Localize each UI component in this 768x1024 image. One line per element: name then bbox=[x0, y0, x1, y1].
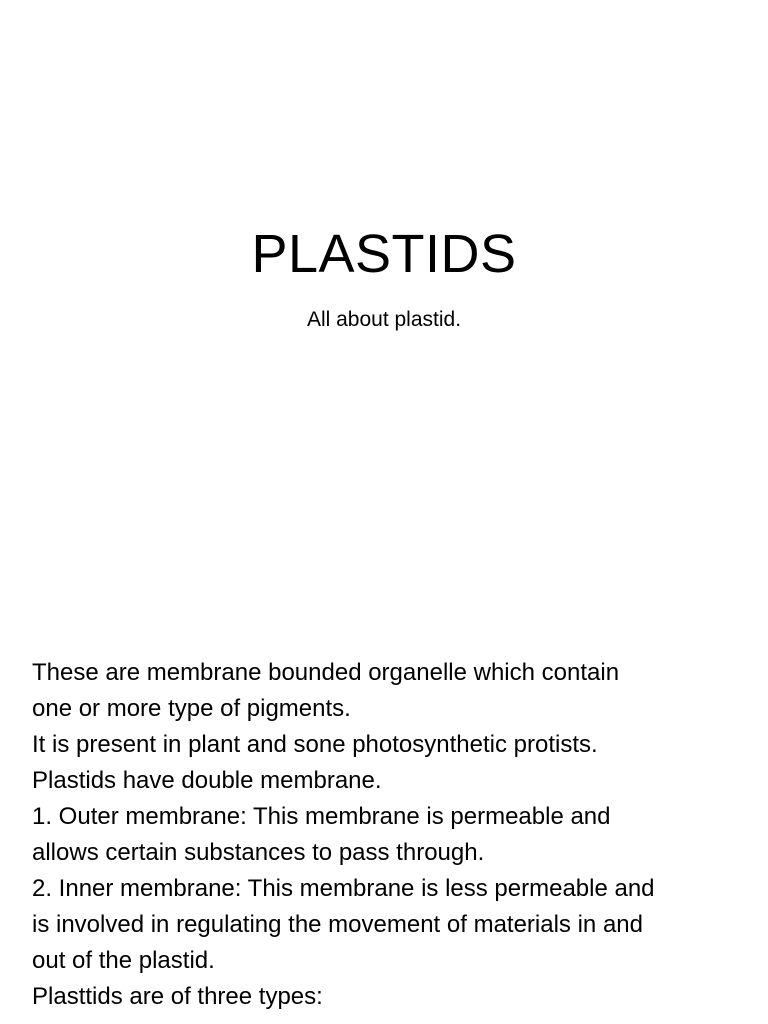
body-line: Plasttids are of three types: bbox=[32, 983, 323, 1010]
body-line: It is present in plant and sone photosynthetic protists. bbox=[32, 731, 598, 758]
body-line: is involved in regulating the movement of materials in and bbox=[32, 911, 643, 938]
body-line: allows certain substances to pass through. bbox=[32, 839, 485, 866]
body-line: Plastids have double membrane. bbox=[32, 767, 382, 794]
body-line: These are membrane bounded organelle which contain bbox=[32, 659, 620, 686]
body-line: one or more type of pigments. bbox=[32, 695, 351, 722]
slide-title: PLASTIDS bbox=[251, 224, 517, 284]
slide-subtitle: All about plastid. bbox=[306, 308, 462, 331]
body-text bbox=[32, 655, 744, 1015]
body-line: out of the plastid. bbox=[32, 947, 215, 974]
body-line: 1. Outer membrane: This membrane is permeable and bbox=[32, 803, 611, 830]
body-line: 2. Inner membrane: This membrane is less permeable and bbox=[32, 875, 655, 902]
